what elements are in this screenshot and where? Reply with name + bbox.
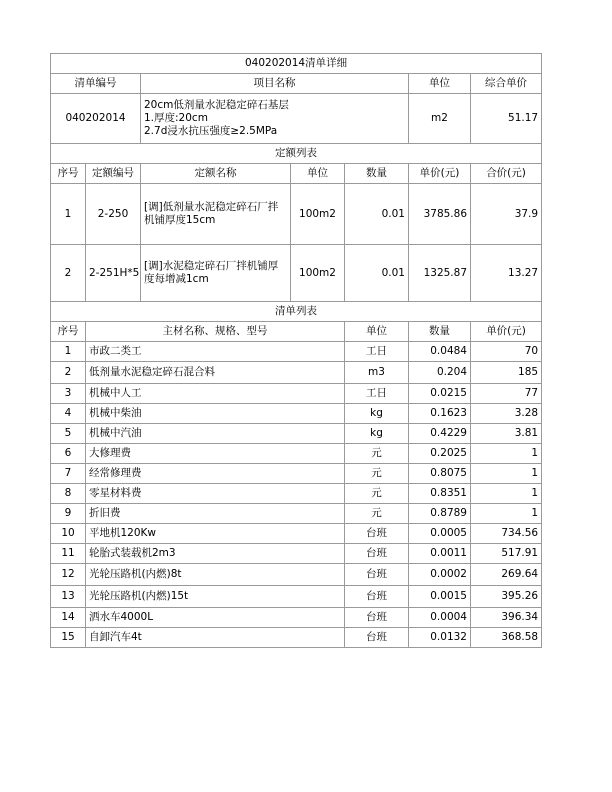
- material-unit: 元: [345, 444, 409, 464]
- sheet-title: 040202014清单详细: [51, 54, 542, 74]
- material-index: 12: [51, 564, 86, 586]
- bill-name-header: 项目名称: [141, 74, 409, 94]
- material-name: 洒水车4000L: [86, 608, 345, 628]
- material-unit: 台班: [345, 586, 409, 608]
- material-unit-price: 368.58: [471, 628, 542, 648]
- materials-header-cell: 单位: [345, 322, 409, 342]
- material-index: 3: [51, 384, 86, 404]
- quota-quantity: 0.01: [345, 184, 409, 245]
- material-quantity: 0.0004: [409, 608, 471, 628]
- quota-row: [51, 184, 542, 245]
- material-index: 8: [51, 484, 86, 504]
- material-name: 自卸汽车4t: [86, 628, 345, 648]
- material-index: 14: [51, 608, 86, 628]
- material-name: 市政二类工: [86, 342, 345, 362]
- material-unit: 台班: [345, 628, 409, 648]
- material-row: [51, 544, 542, 564]
- material-unit: 工日: [345, 342, 409, 362]
- material-row: [51, 342, 542, 362]
- material-quantity: 0.0132: [409, 628, 471, 648]
- quota-total-price: 13.27: [471, 245, 542, 302]
- material-unit-price: 1: [471, 504, 542, 524]
- material-quantity: 0.8075: [409, 464, 471, 484]
- material-unit-price: 734.56: [471, 524, 542, 544]
- material-index: 1: [51, 342, 86, 362]
- material-name: 低剂量水泥稳定碎石混合料: [86, 362, 345, 384]
- material-name: 机械中柴油: [86, 404, 345, 424]
- material-unit-price: 1: [471, 464, 542, 484]
- material-quantity: 0.0002: [409, 564, 471, 586]
- material-row: [51, 586, 542, 608]
- material-unit-price: 396.34: [471, 608, 542, 628]
- quota-section-row: [51, 144, 542, 164]
- material-unit: m3: [345, 362, 409, 384]
- quota-header-cell: 定额名称: [141, 164, 291, 184]
- materials-header-row: [51, 322, 542, 342]
- material-unit: 工日: [345, 384, 409, 404]
- material-unit: 元: [345, 484, 409, 504]
- material-quantity: 0.0005: [409, 524, 471, 544]
- material-unit-price: 517.91: [471, 544, 542, 564]
- bill-code-header: 清单编号: [51, 74, 141, 94]
- bill-header-row: [51, 74, 542, 94]
- material-row: [51, 444, 542, 464]
- material-quantity: 0.0011: [409, 544, 471, 564]
- quota-quantity: 0.01: [345, 245, 409, 302]
- bill-name: 20cm低剂量水泥稳定碎石基层 1.厚度:20cm 2.7d浸水抗压强度≥2.5MPa: [141, 94, 409, 144]
- material-unit-price: 3.28: [471, 404, 542, 424]
- material-unit: 台班: [345, 608, 409, 628]
- material-index: 9: [51, 504, 86, 524]
- material-name: 经常修理费: [86, 464, 345, 484]
- materials-header-cell: 单价(元): [471, 322, 542, 342]
- material-name: 折旧费: [86, 504, 345, 524]
- material-index: 11: [51, 544, 86, 564]
- material-row: [51, 484, 542, 504]
- material-row: [51, 424, 542, 444]
- material-quantity: 0.2025: [409, 444, 471, 464]
- material-unit: kg: [345, 424, 409, 444]
- quota-section-title: 定额列表: [51, 144, 542, 164]
- material-index: 6: [51, 444, 86, 464]
- materials-section-row: [51, 302, 542, 322]
- material-quantity: 0.0215: [409, 384, 471, 404]
- material-unit-price: 70: [471, 342, 542, 362]
- materials-header-cell: 数量: [409, 322, 471, 342]
- material-row: [51, 524, 542, 544]
- material-unit: 台班: [345, 524, 409, 544]
- quota-code: 2-250: [86, 184, 141, 245]
- quota-index: 2: [51, 245, 86, 302]
- material-name: 光轮压路机(内燃)8t: [86, 564, 345, 586]
- quota-header-cell: 定额编号: [86, 164, 141, 184]
- bill-row: [51, 94, 542, 144]
- material-index: 2: [51, 362, 86, 384]
- quota-index: 1: [51, 184, 86, 245]
- quota-header-cell: 合价(元): [471, 164, 542, 184]
- material-index: 13: [51, 586, 86, 608]
- material-index: 7: [51, 464, 86, 484]
- material-row: [51, 564, 542, 586]
- material-quantity: 0.4229: [409, 424, 471, 444]
- quota-header-cell: 序号: [51, 164, 86, 184]
- quota-header-cell: 单价(元): [409, 164, 471, 184]
- quota-header-cell: 单位: [291, 164, 345, 184]
- material-quantity: 0.0015: [409, 586, 471, 608]
- quota-unit-price: 3785.86: [409, 184, 471, 245]
- quota-unit-price: 1325.87: [409, 245, 471, 302]
- bill-unit-header: 单位: [409, 74, 471, 94]
- quota-name: [调]水泥稳定碎石厂拌机铺厚度每增减1cm: [141, 245, 291, 302]
- material-unit-price: 77: [471, 384, 542, 404]
- material-unit-price: 1: [471, 484, 542, 504]
- materials-section-title: 清单列表: [51, 302, 542, 322]
- bill-code: 040202014: [51, 94, 141, 144]
- material-unit: kg: [345, 404, 409, 424]
- material-row: [51, 362, 542, 384]
- material-quantity: 0.8351: [409, 484, 471, 504]
- material-quantity: 0.0484: [409, 342, 471, 362]
- materials-header-cell: 主材名称、规格、型号: [86, 322, 345, 342]
- material-name: 大修理费: [86, 444, 345, 464]
- material-row: [51, 464, 542, 484]
- quota-row: [51, 245, 542, 302]
- quota-name: [调]低剂量水泥稳定碎石厂拌机铺厚度15cm: [141, 184, 291, 245]
- quota-header-row: [51, 164, 542, 184]
- material-name: 零星材料费: [86, 484, 345, 504]
- bill-price-header: 综合单价: [471, 74, 542, 94]
- material-row: [51, 608, 542, 628]
- quota-unit: 100m2: [291, 184, 345, 245]
- material-row: [51, 404, 542, 424]
- bill-price: 51.17: [471, 94, 542, 144]
- material-unit-price: 185: [471, 362, 542, 384]
- material-unit-price: 3.81: [471, 424, 542, 444]
- quota-header-cell: 数量: [345, 164, 409, 184]
- quota-total-price: 37.9: [471, 184, 542, 245]
- material-unit: 台班: [345, 544, 409, 564]
- bill-unit: m2: [409, 94, 471, 144]
- material-unit: 元: [345, 464, 409, 484]
- material-name: 光轮压路机(内燃)15t: [86, 586, 345, 608]
- material-index: 10: [51, 524, 86, 544]
- material-index: 4: [51, 404, 86, 424]
- material-unit: 元: [345, 504, 409, 524]
- title-row: [51, 54, 542, 74]
- material-row: [51, 384, 542, 404]
- material-quantity: 0.204: [409, 362, 471, 384]
- material-unit-price: 1: [471, 444, 542, 464]
- material-name: 机械中汽油: [86, 424, 345, 444]
- material-index: 15: [51, 628, 86, 648]
- bill-detail-table: [50, 53, 542, 648]
- material-unit-price: 395.26: [471, 586, 542, 608]
- material-name: 平地机120Kw: [86, 524, 345, 544]
- materials-header-cell: 序号: [51, 322, 86, 342]
- material-quantity: 0.8789: [409, 504, 471, 524]
- material-index: 5: [51, 424, 86, 444]
- material-name: 机械中人工: [86, 384, 345, 404]
- material-row: [51, 504, 542, 524]
- material-row: [51, 628, 542, 648]
- quota-unit: 100m2: [291, 245, 345, 302]
- quota-code: 2-251H*5: [86, 245, 141, 302]
- material-unit: 台班: [345, 564, 409, 586]
- material-name: 轮胎式装载机2m3: [86, 544, 345, 564]
- material-quantity: 0.1623: [409, 404, 471, 424]
- material-unit-price: 269.64: [471, 564, 542, 586]
